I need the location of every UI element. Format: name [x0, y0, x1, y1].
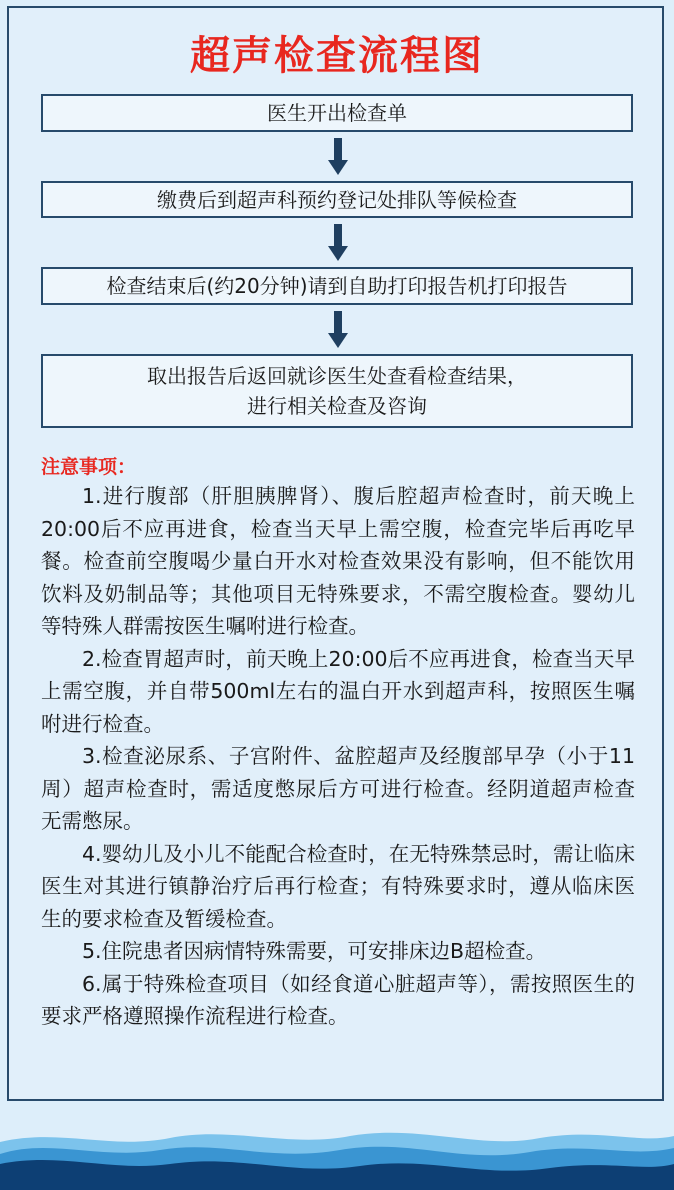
note-item-6: 6.属于特殊检查项目（如经食道心脏超声等），需按照医生的要求严格遵照操作流程进行检查。 — [41, 971, 635, 1028]
note-item-1: 1.进行腹部（肝胆胰脾肾）、腹后腔超声检查时，前天晚上20:00后不应再进食，检查当天早上需空腹，检查完毕后再吃早餐。检查前空腹喝少量白开水对检查效果没有影响，但不能饮用饮料及奶制品等；其他项目无特殊要求，不需空腹检查。婴幼儿等特殊人群需按医生嘱咐进行检查。 — [41, 484, 635, 638]
flow-step-3 — [41, 267, 633, 305]
wave-decoration — [0, 1120, 674, 1190]
arrow-down-icon — [328, 224, 348, 262]
note-item-5: 5.住院患者因病情特殊需要，可安排床边B超检查。 — [82, 939, 547, 963]
flow-step-4 — [41, 354, 633, 428]
flow-step-3-text: 检查结束后(约20分钟)请到自助打印报告机打印报告 — [106, 274, 568, 298]
flow-step-1-text: 医生开出检查单 — [267, 101, 407, 125]
arrow-down-icon — [328, 138, 348, 176]
page-title: 超声检查流程图 — [190, 33, 484, 79]
note-item-2: 2.检查胃超声时，前天晚上20:00后不应再进食，检查当天早上需空腹，并自带500ml左右的温白开水到超声科，按照医生嘱咐进行检查。 — [41, 646, 635, 736]
flow-step-4-text-line-2: 进行相关检查及咨询 — [247, 394, 427, 418]
note-item-4: 4.婴幼儿及小儿不能配合检查时，在无特殊禁忌时，需让临床医生对其进行镇静治疗后再行检查；有特殊要求时，遵从临床医生的要求检查及暂缓检查。 — [41, 841, 635, 931]
note-item-3: 3.检查泌尿系、子宫附件、盆腔超声及经腹部早孕（小于11周）超声检查时，需适度憋尿后方可进行检查。经阴道超声检查无需憋尿。 — [41, 744, 635, 833]
flow-step-2-text: 缴费后到超声科预约登记处排队等候检查 — [157, 187, 517, 212]
flow-step-1 — [41, 94, 633, 132]
arrow-down-icon — [328, 311, 348, 349]
notes-heading: 注意事项： — [41, 456, 137, 478]
flow-step-4-text-line-1: 取出报告后返回就诊医生处查看检查结果， — [147, 364, 527, 388]
flow-step-2 — [41, 181, 633, 218]
notes-list — [41, 480, 635, 1033]
